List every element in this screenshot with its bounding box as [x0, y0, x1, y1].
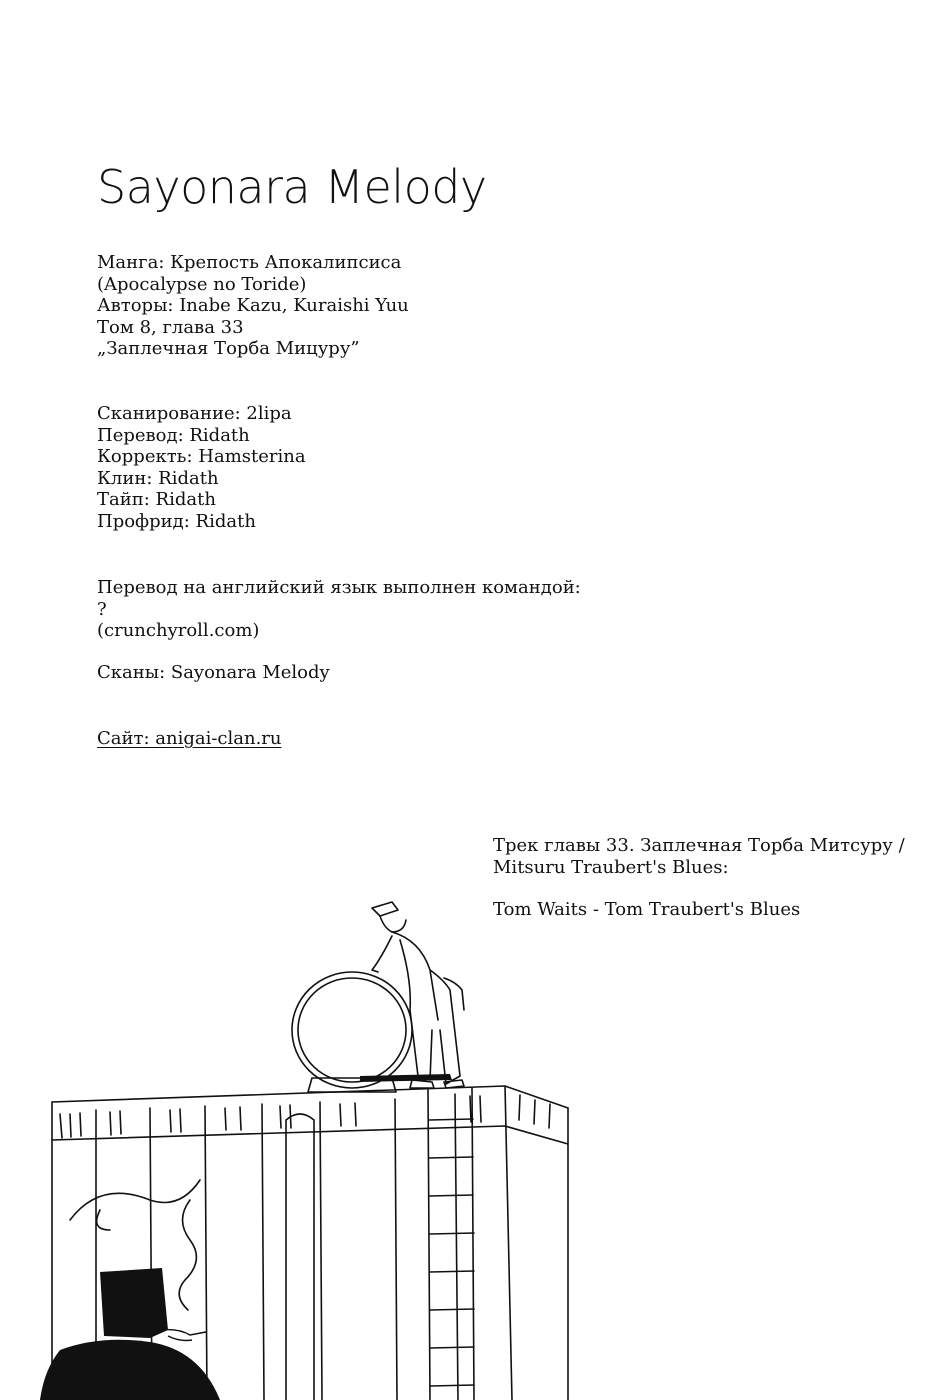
- track-song: Tom Waits - Tom Traubert's Blues: [493, 899, 801, 920]
- manga-original-title-line: (Apocalypse no Toride): [97, 273, 307, 295]
- manga-info: [97, 252, 409, 360]
- volume-chapter-line: Том 8, глава 33: [97, 316, 244, 338]
- authors-line: Авторы: Inabe Kazu, Kuraishi Yuu: [97, 295, 409, 316]
- credit-clean: Клин: Ridath: [97, 467, 219, 489]
- credit-typeset: Тайп: Ridath: [97, 489, 216, 510]
- manga-title-line: Манга: Крепость Апокалипсиса: [97, 252, 402, 273]
- english-translation-credit: [97, 577, 581, 642]
- english-team-line: ?: [97, 598, 107, 620]
- manga-illustration: [0, 880, 620, 1400]
- english-source-line: (crunchyroll.com): [97, 620, 260, 641]
- scans-credit: Сканы: Sayonara Melody: [97, 662, 330, 683]
- track-title-line-2: Mitsuru Traubert's Blues:: [493, 857, 729, 878]
- track-title-line: Трек главы 33. Заплечная Торба Митсуру /: [493, 835, 905, 856]
- team-credits: [97, 403, 306, 532]
- credit-translation: Перевод: Ridath: [97, 424, 250, 446]
- site-link[interactable]: Сайт: anigai-clan.ru: [97, 728, 282, 749]
- page-title: Sayonara Melody: [97, 160, 487, 214]
- chapter-track: [493, 835, 905, 879]
- chapter-title-line: „Заплечная Торба Мицуру”: [97, 338, 360, 359]
- credit-qc: Профрид: Ridath: [97, 510, 256, 532]
- credit-scan: Сканирование: 2lipa: [97, 403, 292, 424]
- credit-proofread: Корректь: Hamsterina: [97, 446, 306, 467]
- english-translation-line: Перевод на английский язык выполнен командой:: [97, 577, 581, 598]
